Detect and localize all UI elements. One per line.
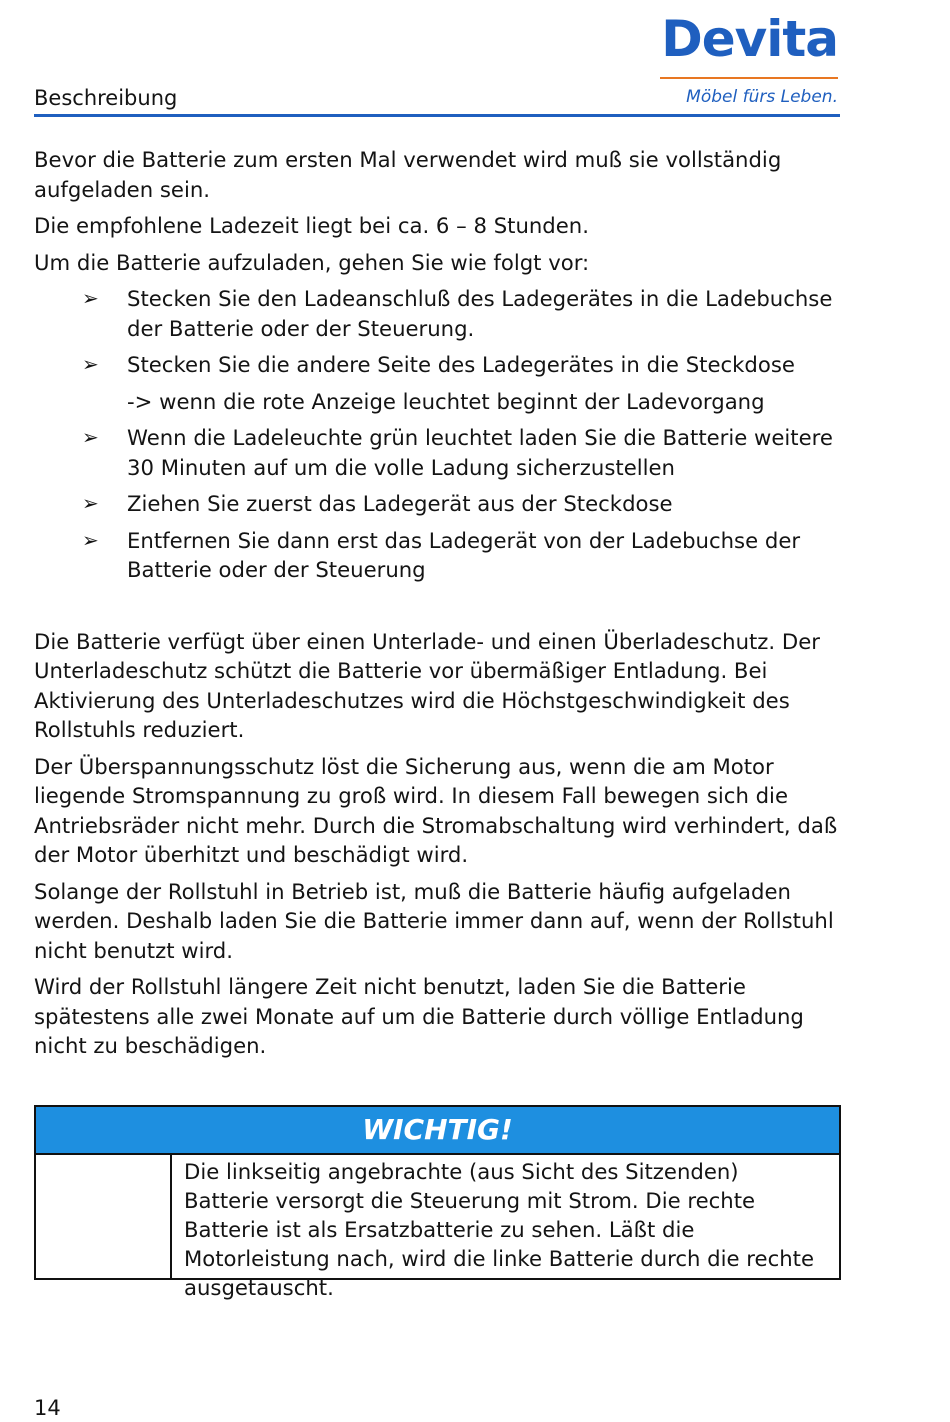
- body-paragraph: Solange der Rollstuhl in Betrieb ist, muß die Batterie häufig aufgeladen werden. Deshalb laden Sie die Batterie immer dann auf, wenn der Rollstuhl nicht benutzt wird.: [34, 878, 834, 963]
- intro-paragraph: Bevor die Batterie zum ersten Mal verwendet wird muß sie vollständig aufgeladen sein.: [34, 147, 782, 202]
- warning-box: [34, 1105, 841, 1300]
- charging-step-text: Ziehen Sie zuerst das Ladegerät aus der Steckdose: [127, 491, 673, 516]
- charging-step-text: Stecken Sie den Ladeanschluß des Ladegerätes in die Ladebuchse der Batterie oder der Steuerung.: [127, 286, 833, 341]
- arrowhead-bullet-icon: ➢: [82, 527, 99, 552]
- charging-note: -> wenn die rote Anzeige leuchtet beginnt der Ladevorgang: [127, 388, 765, 414]
- page-header: [34, 0, 840, 118]
- devita-logo: [656, 10, 838, 112]
- body-paragraph: Der Überspannungsschutz löst die Sicherung aus, wenn die am Motor liegende Stromspannung zu groß wird. In diesem Fall bewegen sich die Antriebsräder nicht mehr. Durch die Stromabschaltung wird verhindert, daß der Motor überhitzt und beschädigt wird.: [34, 753, 838, 867]
- warning-icon-cell: [36, 1155, 172, 1278]
- logo-accent-line: [660, 77, 838, 79]
- page-content: [34, 145, 844, 1068]
- charging-step: [34, 489, 844, 519]
- logo-wordmark: Devita: [661, 10, 838, 68]
- warning-title: WICHTIG!: [36, 1107, 839, 1155]
- charging-step: [34, 284, 844, 343]
- intro-paragraph: Die empfohlene Ladezeit liegt bei ca. 6 – 8 Stunden.: [34, 213, 589, 238]
- body-paragraph: Die Batterie verfügt über einen Unterlade- und einen Überladeschutz. Der Unterladeschutz schützt die Batterie vor übermäßiger Entladung. Bei Aktivierung des Unterladeschutzes wird die Höchstgeschwindigkeit des Rollstuhls reduziert.: [34, 628, 820, 742]
- charging-steps: [34, 284, 844, 380]
- body-paragraph: Wird der Rollstuhl längere Zeit nicht benutzt, laden Sie die Batterie spätestens alle zwei Monate auf um die Batterie durch völlige Entladung nicht zu beschädigen.: [34, 974, 804, 1058]
- charging-steps-continued: [34, 423, 844, 585]
- intro-paragraph: Um die Batterie aufzuladen, gehen Sie wie folgt vor:: [34, 249, 590, 275]
- arrowhead-bullet-icon: ➢: [82, 491, 99, 515]
- warning-body: [36, 1155, 839, 1300]
- charging-step-text: Entfernen Sie dann erst das Ladegerät von der Ladebuchse der Batterie oder der Steuerung: [127, 527, 801, 582]
- logo-tagline: Möbel fürs Leben.: [686, 87, 838, 107]
- section-label: Beschreibung: [34, 86, 178, 110]
- charging-step: [34, 526, 844, 585]
- warning-text: Die linkseitig angebrachte (aus Sicht des Sitzenden) Batterie versorgt die Steuerung mit Strom. Die rechte Batterie ist als Ersatzbatterie zu sehen. Läßt die Motorleistung nach, wird die linke Batterie durch die rechte ausgetauscht.: [184, 1159, 814, 1300]
- header-rule: [34, 114, 840, 117]
- charging-step: [34, 423, 844, 482]
- arrowhead-bullet-icon: ➢: [82, 425, 99, 449]
- charging-step: [34, 350, 844, 380]
- page-number: 14: [34, 1396, 61, 1420]
- spacer: [34, 592, 844, 627]
- charging-step-text: Wenn die Ladeleuchte grün leuchtet laden Sie die Batterie weitere 30 Minuten auf um die volle Ladung sicherzustellen: [127, 425, 833, 480]
- arrowhead-bullet-icon: ➢: [82, 286, 99, 310]
- charging-step-text: Stecken Sie die andere Seite des Ladegerätes in die Steckdose: [127, 352, 795, 377]
- arrowhead-bullet-icon: ➢: [82, 352, 99, 376]
